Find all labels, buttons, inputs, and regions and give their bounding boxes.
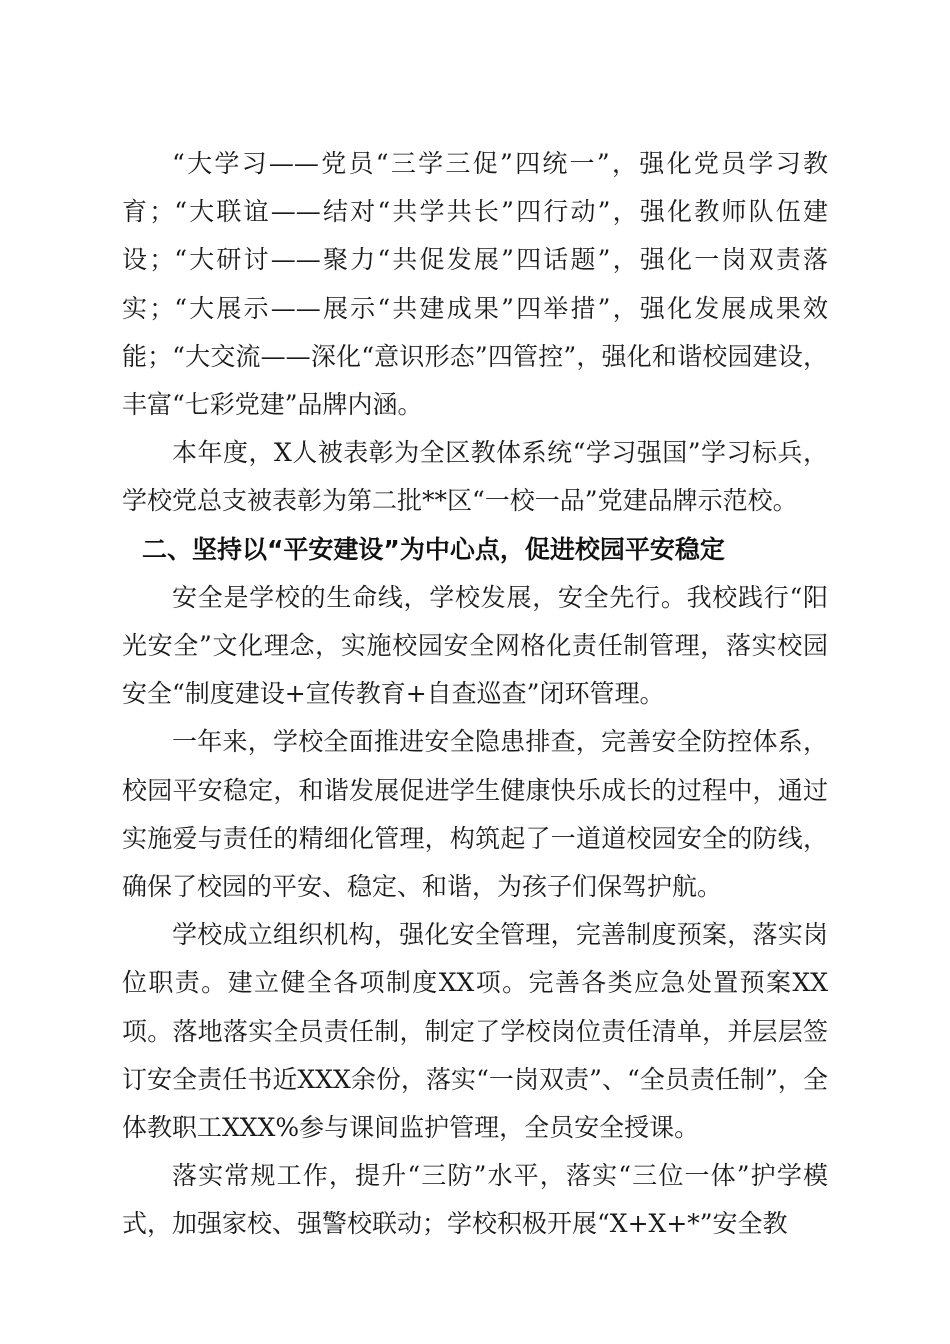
paragraph-safety-lifeline: 安全是学校的生命线，学校发展，安全先行。我校践行“阳光安全”文化理念，实施校园安全网格化责任制管理，落实校园安全“制度建设+宣传教育+自查巡查”闭环管理。 (122, 582, 828, 709)
paragraph-year-review: 一年来，学校全面推进安全隐患排查，完善安全防控体系，校园平安稳定，和谐发展促进学生健康快乐成长的过程中，通过实施爱与责任的精细化管理，构筑起了一道道校园安全的防线，确保了校园的平安、稳定、和谐，为孩子们保驾护航。 (122, 727, 828, 902)
paragraph-party-activities: “大学习——党员“三学三促”四统一”，强化党员学习教育；“大联谊——结对“共学共长”四行动”，强化教师队伍建设；“大研讨——聚力“共促发展”四话题”，强化一岗双责落实；“大展示——展示“共建成果”四举措”，强化发展成果效能；“大交流——深化“意识形态”四管控”，强化和谐校园建设，丰富“七彩党建”品牌内涵。 (122, 149, 828, 420)
paragraph-routine-work: 落实常规工作，提升“三防”水平，落实“三位一体”护学模式，加强家校、强警校联动；学校积极开展“X+X+*”安全教 (122, 1161, 828, 1239)
paragraph-annual-honors: 本年度，X人被表彰为全区教体系统“学习强国”学习标兵，学校党总支被表彰为第二批**区“一校一品”党建品牌示范校。 (122, 438, 828, 516)
paragraph-organization: 学校成立组织机构，强化安全管理，完善制度预案，落实岗位职责。建立健全各项制度XX项。完善各类应急处置预案XX项。落地落实全员责任制，制定了学校岗位责任清单，并层层签订安全责任书近XXX余份，落实“一岗双责”、“全员责任制”，全体教职工XXX%参与课间监护管理，全员安全授课。 (122, 920, 828, 1143)
document-body (122, 140, 828, 1249)
section-heading-safety: 二、坚持以“平安建设”为中心点，促进校园平安稳定 (142, 534, 725, 564)
